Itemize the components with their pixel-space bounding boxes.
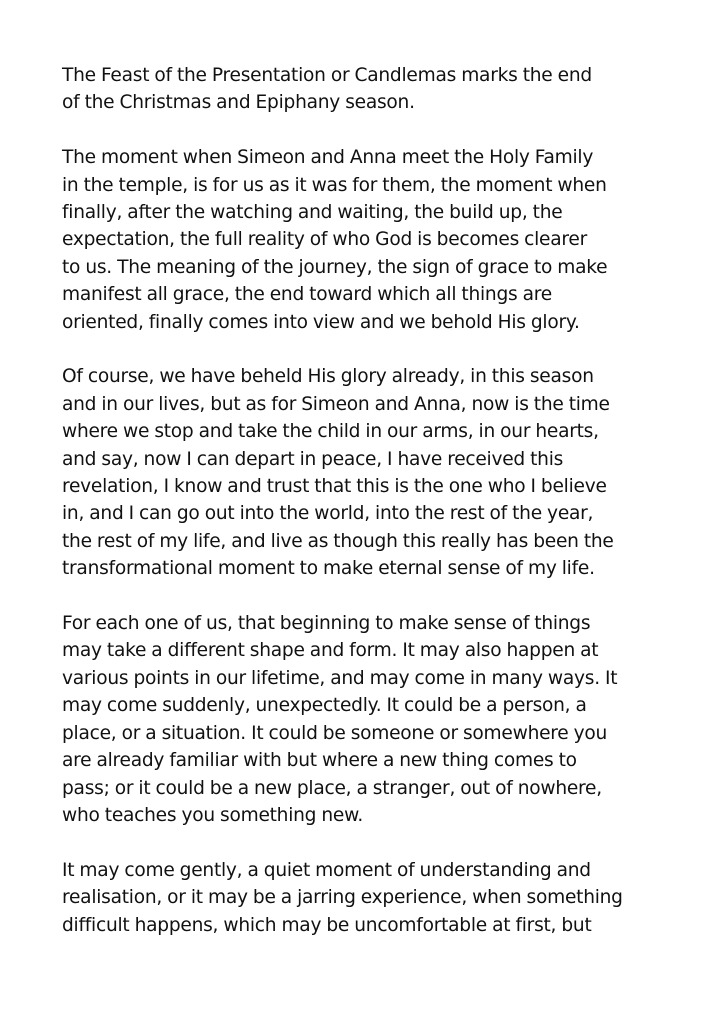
text-line: may take a different shape and form. It may also happen at bbox=[62, 640, 599, 662]
text-line: of the Christmas and Epiphany season. bbox=[62, 92, 415, 114]
paragraph-simeon-anna bbox=[62, 144, 662, 336]
text-line: The moment when Simeon and Anna meet the Holy Family bbox=[62, 147, 594, 169]
text-line: and say, now I can depart in peace, I have received this bbox=[62, 448, 564, 470]
text-line: realisation, or it may be a jarring experience, when something bbox=[62, 887, 623, 909]
text-line: the rest of my life, and live as though this really has been the bbox=[62, 530, 614, 552]
text-line: manifest all grace, the end toward which all things are bbox=[62, 284, 552, 306]
text-line: revelation, I know and trust that this is the one who I believe bbox=[62, 476, 607, 498]
paragraph-beheld-glory bbox=[62, 363, 662, 582]
document-page bbox=[62, 62, 662, 966]
text-line: who teaches you something new. bbox=[62, 804, 364, 826]
text-line: transformational moment to make eternal sense of my life. bbox=[62, 558, 595, 580]
text-line: are already familiar with but where a new thing comes to bbox=[62, 750, 577, 772]
text-line: place, or a situation. It could be someone or somewhere you bbox=[62, 722, 608, 744]
text-line: oriented, finally comes into view and we behold His glory. bbox=[62, 311, 580, 333]
text-line: to us. The meaning of the journey, the sign of grace to make bbox=[62, 256, 608, 278]
text-line: and in our lives, but as for Simeon and Anna, now is the time bbox=[62, 393, 610, 415]
paragraph-come-gently bbox=[62, 857, 662, 939]
text-line: pass; or it could be a new place, a stranger, out of nowhere, bbox=[62, 777, 602, 799]
text-line: expectation, the full reality of who God is becomes clearer bbox=[62, 229, 587, 251]
text-line: in, and I can go out into the world, into the rest of the year, bbox=[62, 503, 594, 525]
text-line: where we stop and take the child in our arms, in our hearts, bbox=[62, 421, 599, 443]
text-line: For each one of us, that beginning to make sense of things bbox=[62, 613, 591, 635]
text-line: It may come gently, a quiet moment of understanding and bbox=[62, 859, 591, 881]
paragraph-each-one bbox=[62, 610, 662, 829]
paragraph-intro bbox=[62, 62, 662, 117]
text-line: may come suddenly, unexpectedly. It could be a person, a bbox=[62, 695, 587, 717]
text-line: in the temple, is for us as it was for them, the moment when bbox=[62, 174, 607, 196]
text-line: The Feast of the Presentation or Candlemas marks the end bbox=[62, 65, 592, 86]
text-line: various points in our lifetime, and may come in many ways. It bbox=[62, 667, 618, 689]
text-line: finally, after the watching and waiting, the build up, the bbox=[62, 202, 563, 224]
text-line: Of course, we have beheld His glory already, in this season bbox=[62, 366, 594, 388]
text-line: difficult happens, which may be uncomfortable at first, but bbox=[62, 914, 592, 936]
